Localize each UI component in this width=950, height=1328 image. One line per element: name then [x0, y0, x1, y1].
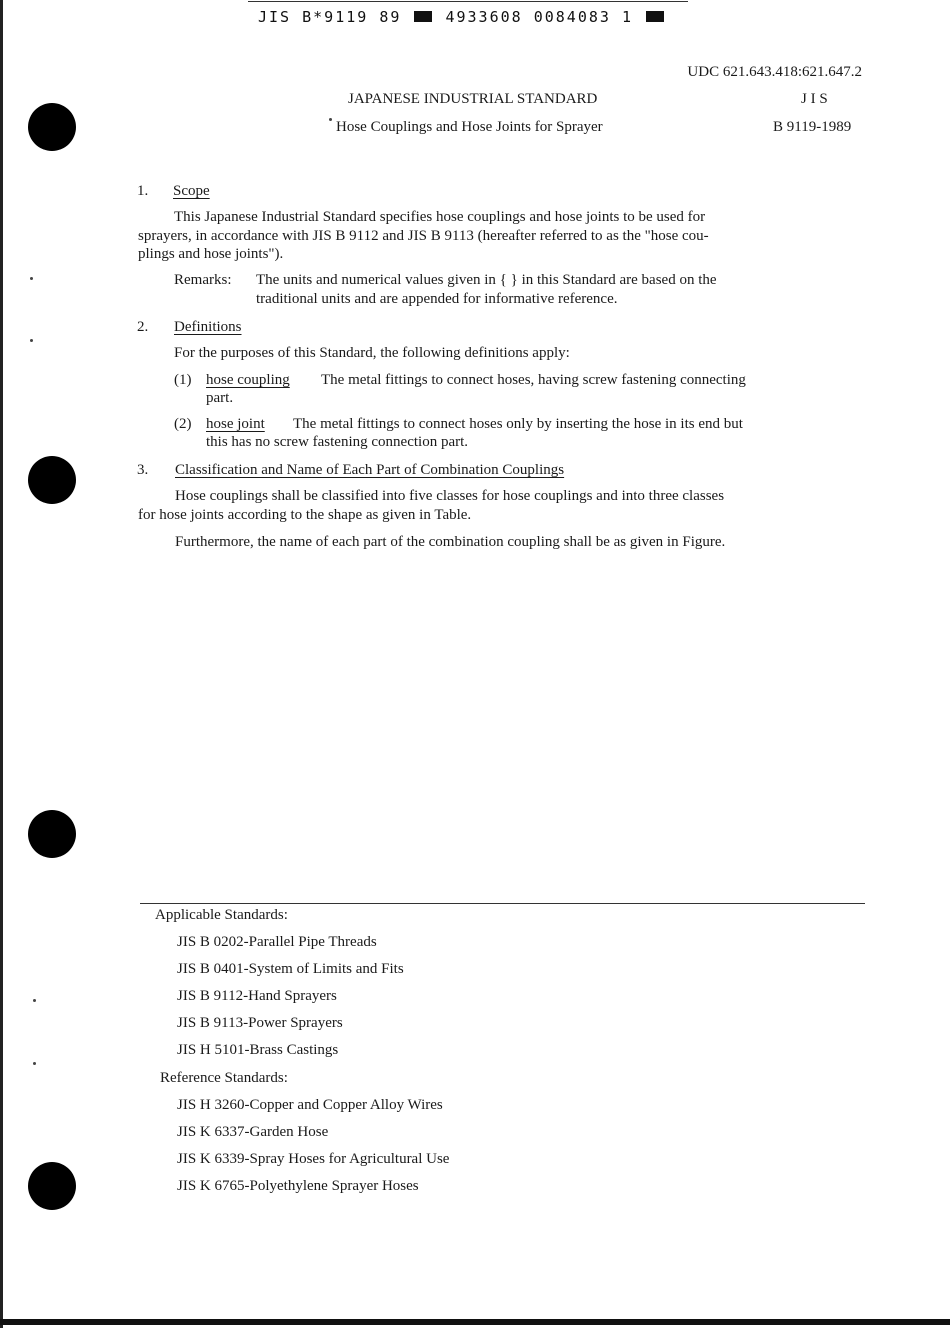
- scan-barcode-line: [258, 8, 666, 26]
- barcode-block-icon: [646, 11, 664, 22]
- applicable-standard-item: JIS B 9112-Hand Sprayers: [177, 988, 337, 1004]
- definition-number: (2): [174, 416, 192, 432]
- applicable-standard-item: JIS H 5101-Brass Castings: [177, 1042, 339, 1058]
- section-number: 1.: [137, 183, 149, 199]
- scope-text-line: sprayers, in accordance with JIS B 9112 and JIS B 9113 (hereafter referred to as the "hose cou-: [138, 228, 709, 244]
- scope-text-line: plings and hose joints").: [138, 246, 284, 262]
- remarks-label: Remarks:: [174, 272, 232, 288]
- barcode-left-text: JIS B*9119 89: [258, 8, 402, 26]
- punch-hole: [28, 810, 76, 858]
- punch-hole: [28, 1162, 76, 1210]
- scan-speck: [30, 277, 33, 280]
- scan-speck: [30, 339, 33, 342]
- applicable-standard-item: JIS B 0202-Parallel Pipe Threads: [177, 934, 377, 950]
- definition-term-hose-coupling: hose coupling: [206, 372, 290, 388]
- standard-number: B 9119-1989: [773, 119, 852, 135]
- reference-standard-item: JIS K 6339-Spray Hoses for Agricultural Use: [177, 1151, 450, 1167]
- classification-text-line: Furthermore, the name of each part of the combination coupling shall be as given in Figure.: [175, 534, 726, 550]
- footnote-separator: [140, 903, 865, 904]
- scan-speck: [33, 999, 36, 1002]
- barcode-right-text: 4933608 0084083 1: [445, 8, 633, 26]
- udc-code: UDC 621.643.418:621.647.2: [687, 64, 862, 80]
- scope-text-line: This Japanese Industrial Standard specifies hose couplings and hose joints to be used for: [174, 209, 706, 225]
- punch-hole: [28, 103, 76, 151]
- reference-standards-label: Reference Standards:: [160, 1070, 288, 1086]
- reference-standard-item: JIS K 6765-Polyethylene Sprayer Hoses: [177, 1178, 419, 1194]
- punch-hole: [28, 456, 76, 504]
- page-title: Hose Couplings and Hose Joints for Sprayer: [336, 119, 603, 135]
- remarks-text-line: The units and numerical values given in { } in this Standard are based on the: [256, 272, 717, 288]
- section-heading-classification: Classification and Name of Each Part of Combination Couplings: [175, 462, 565, 478]
- applicable-standards-label: Applicable Standards:: [155, 907, 288, 923]
- bottom-border: [0, 1319, 950, 1325]
- reference-standard-item: JIS H 3260-Copper and Copper Alloy Wires: [177, 1097, 443, 1113]
- classification-text-line: Hose couplings shall be classified into five classes for hose couplings and into three classes: [175, 488, 725, 504]
- definition-term-hose-joint: hose joint: [206, 416, 265, 432]
- scan-speck: [329, 118, 332, 121]
- left-border: [0, 0, 3, 1328]
- reference-standard-item: JIS K 6337-Garden Hose: [177, 1124, 329, 1140]
- applicable-standard-item: JIS B 0401-System of Limits and Fits: [177, 961, 404, 977]
- definition-text-line: The metal fittings to connect hoses only by inserting the hose in its end but: [293, 416, 743, 432]
- standard-org: JAPANESE INDUSTRIAL STANDARD: [348, 91, 598, 107]
- section-number: 2.: [137, 319, 149, 335]
- section-heading-definitions: Definitions: [174, 319, 242, 335]
- definition-text-line: part.: [206, 390, 234, 406]
- applicable-standard-item: JIS B 9113-Power Sprayers: [177, 1015, 343, 1031]
- classification-text-line: for hose joints according to the shape as given in Table.: [138, 507, 472, 523]
- top-scan-line: [248, 1, 688, 2]
- definition-text-line: The metal fittings to connect hoses, having screw fastening connecting: [321, 372, 746, 388]
- section-heading-scope: Scope: [173, 183, 210, 199]
- remarks-text-line: traditional units and are appended for informative reference.: [256, 291, 618, 307]
- barcode-block-icon: [414, 11, 432, 22]
- jis-mark: J I S: [801, 91, 828, 107]
- definitions-intro: For the purposes of this Standard, the following definitions apply:: [174, 345, 570, 361]
- definition-text-line: this has no screw fastening connection part.: [206, 434, 469, 450]
- section-number: 3.: [137, 462, 149, 478]
- scan-speck: [33, 1062, 36, 1065]
- definition-number: (1): [174, 372, 192, 388]
